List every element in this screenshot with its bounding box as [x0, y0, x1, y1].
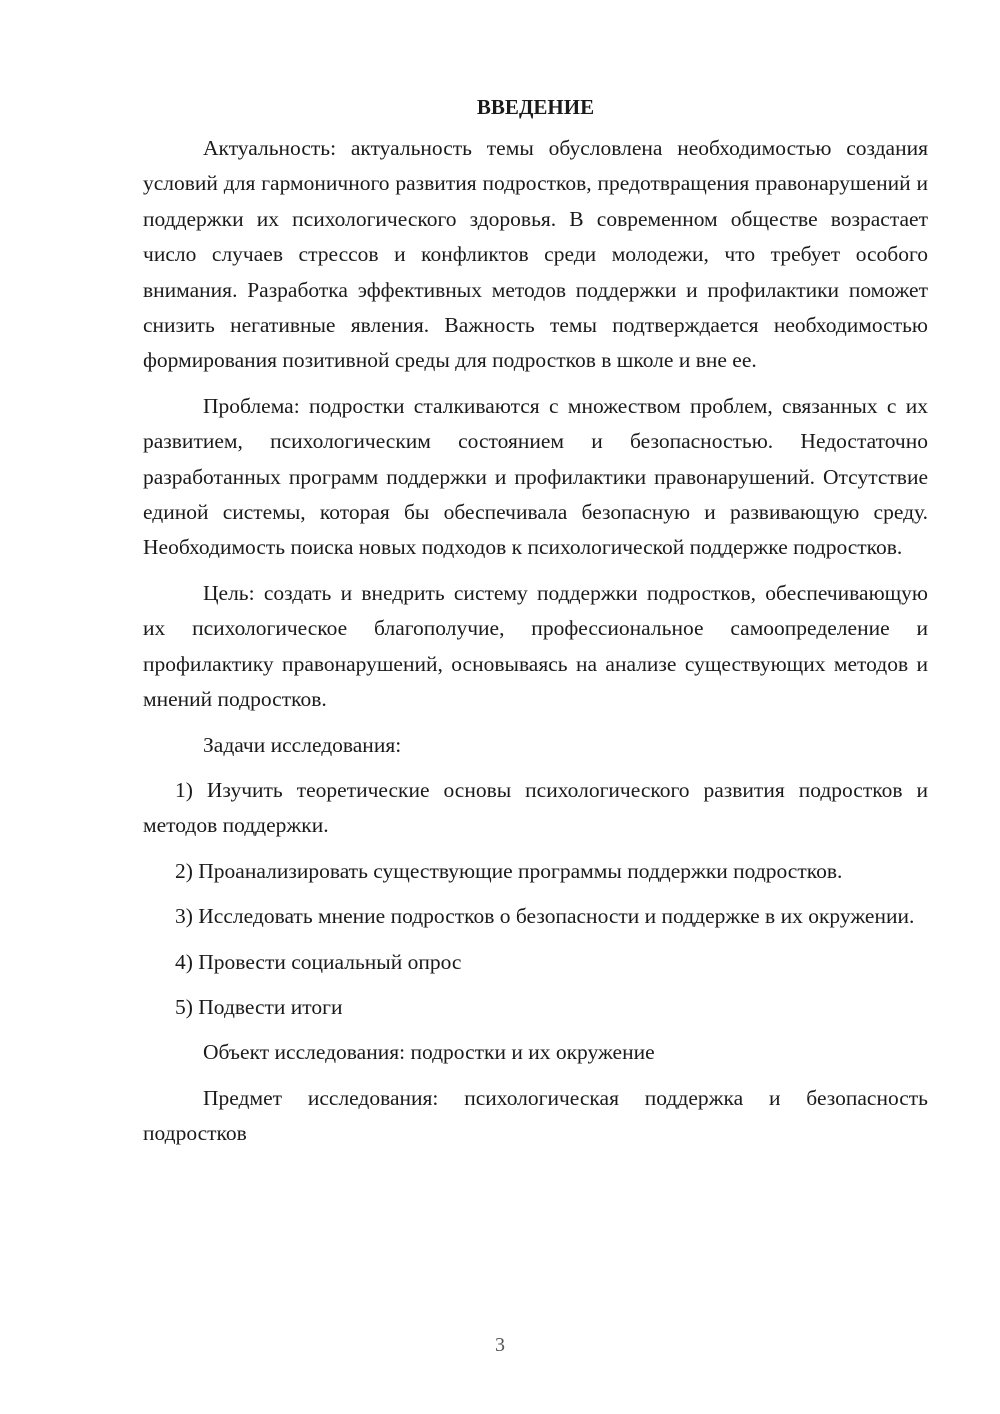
- paragraph-problem: Проблема: подростки сталкиваются с множеством проблем, связанных с их развитием, психологическим состоянием и безопасностью. Недостаточно разработанных программ поддержки и профилактики правонарушений. Отсутствие единой системы, которая бы обеспечивала безопасную и развивающую среду. Необходимость поиска новых подходов к психологической поддержке подростков.: [143, 393, 928, 560]
- paragraph-goal: Цель: создать и внедрить систему поддержки подростков, обеспечивающую их психологическое благополучие, профессиональное самоопределение и профилактику правонарушений, основываясь на анализе существующих методов и мнений подростков.: [143, 580, 928, 712]
- paragraph-subject: Предмет исследования: психологическая поддержка и безопасность подростков: [143, 1085, 928, 1146]
- task-item-5: 5) Подвести итоги: [175, 994, 343, 1019]
- page-number: 3: [495, 1334, 505, 1356]
- paragraph-relevance: Актуальность: актуальность темы обусловлена необходимостью создания условий для гармоничного развития подростков, предотвращения правонарушений и поддержки их психологического здоровья. В современном обществе возрастает число случаев стрессов и конфликтов среди молодежи, что требует особого внимания. Разработка эффективных методов поддержки и профилактики поможет снизить негативные явления. Важность темы подтверждается необходимостью формирования позитивной среды для подростков в школе и вне ее.: [143, 136, 928, 373]
- tasks-heading: Задачи исследования:: [203, 732, 402, 757]
- task-item-4: 4) Провести социальный опрос: [175, 949, 462, 974]
- task-item-3: 3) Исследовать мнение подростков о безопасности и поддержке в их окружении.: [175, 904, 915, 929]
- task-item-1: 1) Изучить теоретические основы психологического развития подростков и методов поддержки.: [143, 777, 928, 838]
- section-title: ВВЕДЕНИЕ: [476, 95, 595, 119]
- task-item-2: 2) Проанализировать существующие программы поддержки подростков.: [175, 858, 843, 883]
- paragraph-object: Объект исследования: подростки и их окружение: [203, 1040, 655, 1065]
- document-page: [143, 90, 928, 1162]
